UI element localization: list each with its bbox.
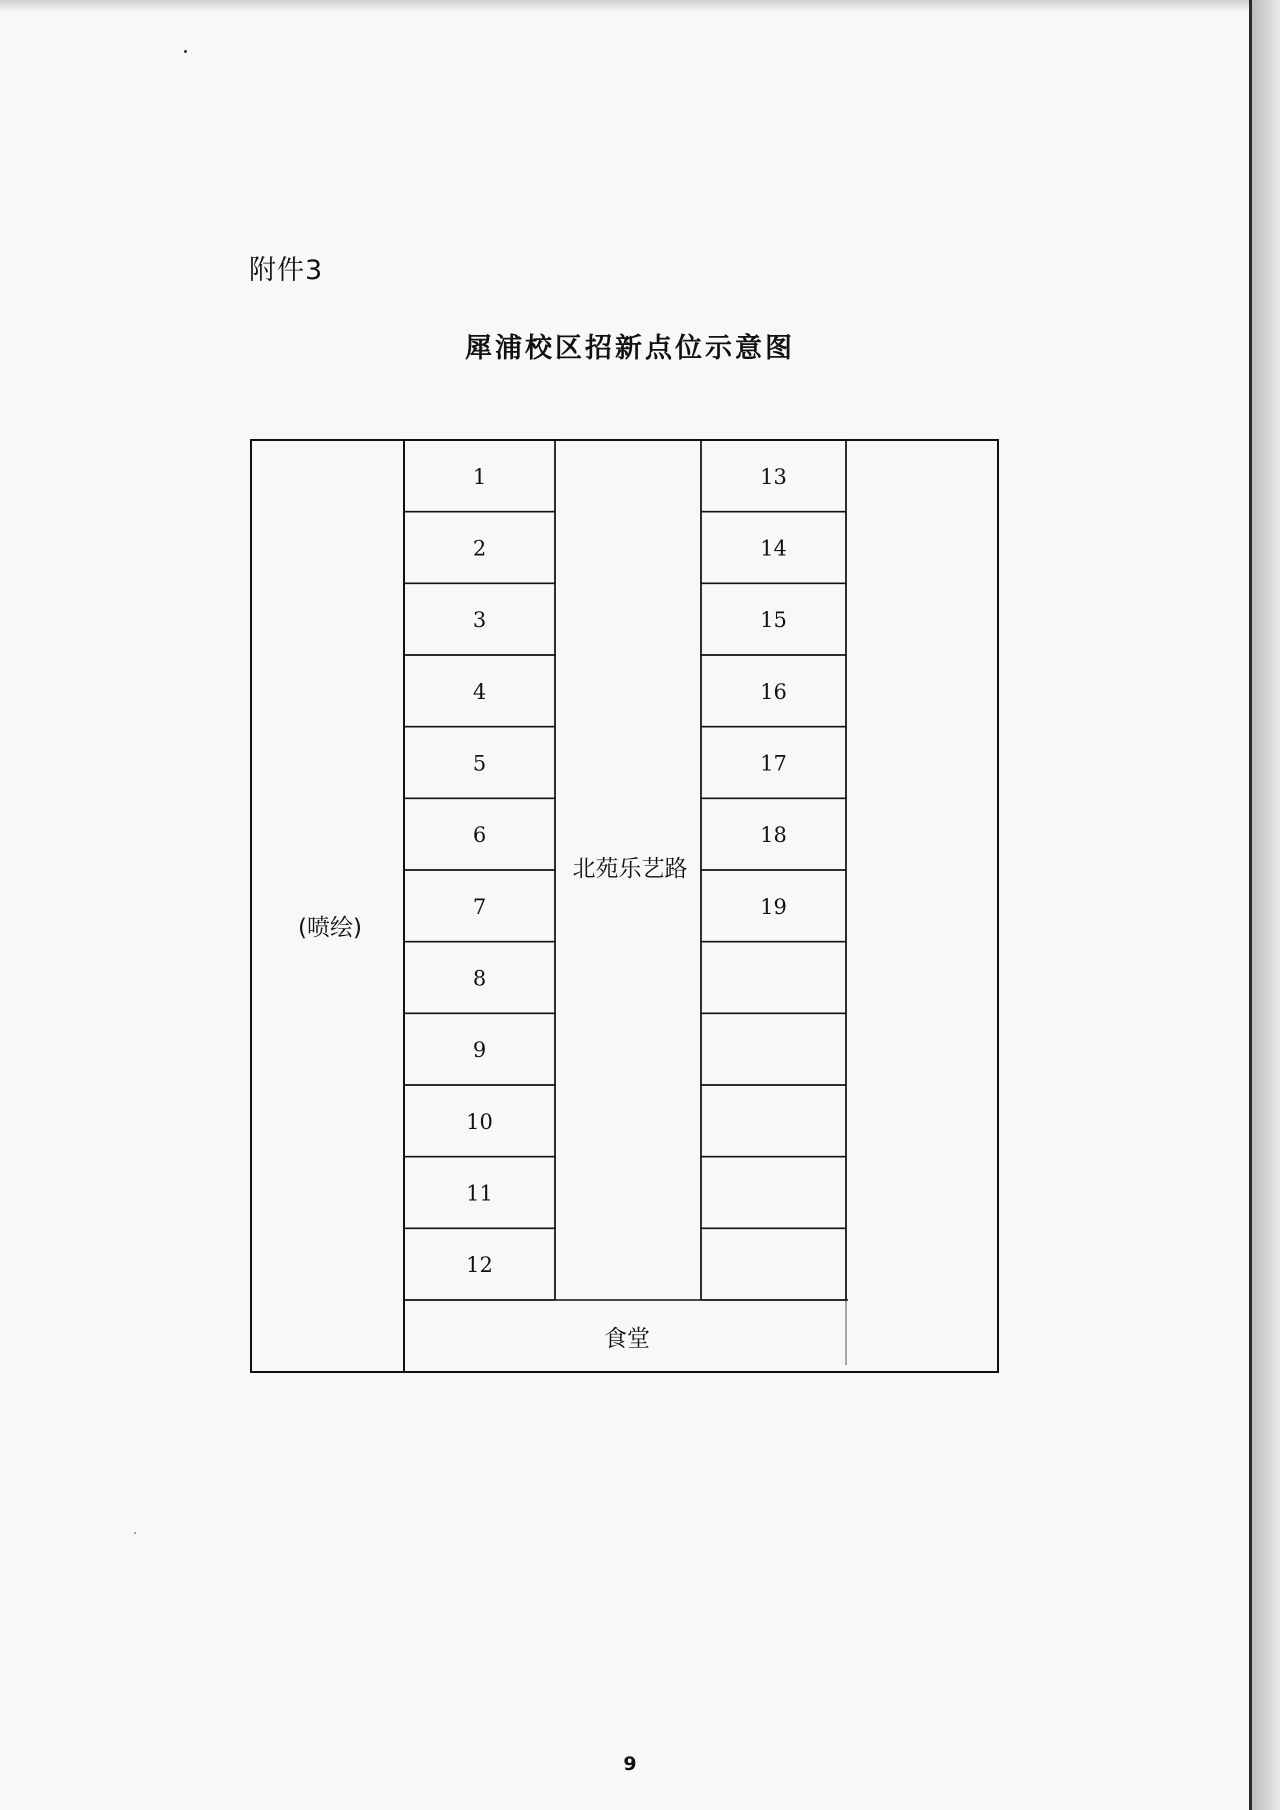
right-booth-number: 18 xyxy=(760,823,787,848)
left-booth-number: 10 xyxy=(466,1109,493,1134)
left-booth-number: 3 xyxy=(472,608,487,633)
page-title: 犀浦校区招新点位示意图 xyxy=(465,333,795,364)
painting-area-label: (喷绘) xyxy=(298,915,362,941)
left-booth-number: 9 xyxy=(472,1038,487,1063)
right-booth-cell-12 xyxy=(701,1228,846,1300)
left-booth-number: 1 xyxy=(472,464,487,489)
left-booth-number: 11 xyxy=(466,1181,493,1206)
left-booth-column xyxy=(404,440,555,1300)
left-booth-number: 5 xyxy=(472,751,487,776)
canteen-label: 食堂 xyxy=(604,1326,650,1352)
map-outer-border xyxy=(251,440,998,1372)
right-booth-number: 19 xyxy=(760,894,787,919)
right-booth-number: 16 xyxy=(760,679,787,704)
right-booth-cell-11 xyxy=(701,1157,846,1229)
left-booth-number: 2 xyxy=(472,536,487,561)
right-booth-number: 17 xyxy=(760,751,787,776)
left-booth-number: 7 xyxy=(472,894,487,919)
left-booth-number: 6 xyxy=(472,823,487,848)
page-number: 9 xyxy=(623,1753,637,1775)
left-booth-number: 12 xyxy=(466,1253,493,1278)
left-booth-number: 4 xyxy=(472,679,487,704)
attachment-label: 附件3 xyxy=(249,255,324,286)
road-label: 北苑乐艺路 xyxy=(572,856,688,882)
right-booth-cell-9 xyxy=(701,1013,846,1085)
right-booth-number: 14 xyxy=(760,536,787,561)
left-booth-number: 8 xyxy=(472,966,487,991)
right-booth-cell-10 xyxy=(701,1085,846,1157)
right-booth-column xyxy=(701,440,846,1300)
right-booth-number: 15 xyxy=(760,608,787,633)
right-booth-cell-8 xyxy=(701,942,846,1014)
right-booth-number: 13 xyxy=(760,464,787,489)
